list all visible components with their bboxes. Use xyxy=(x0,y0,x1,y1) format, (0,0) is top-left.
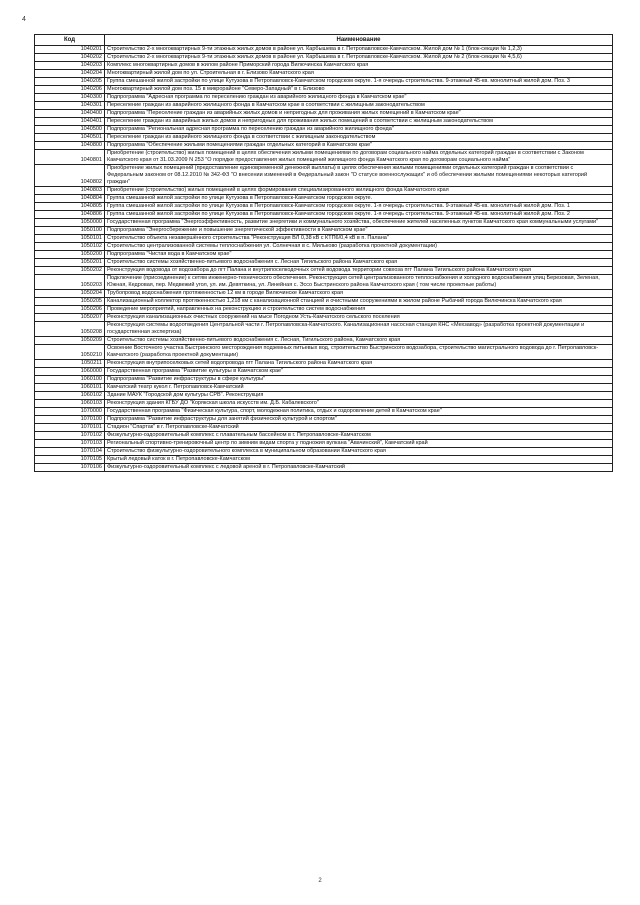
row-code: 1050000 xyxy=(35,219,105,227)
table-row xyxy=(35,368,613,376)
budget-code-table xyxy=(34,34,613,472)
table-row xyxy=(35,384,613,392)
row-code: 1060100 xyxy=(35,376,105,384)
row-code: 1070101 xyxy=(35,424,105,432)
row-code: 1070102 xyxy=(35,432,105,440)
row-name: Государственная программа "Развитие культуры в Камчатском крае" xyxy=(105,368,613,376)
row-code: 1070000 xyxy=(35,408,105,416)
table-row xyxy=(35,306,613,314)
row-code: 1070105 xyxy=(35,456,105,464)
row-name: Комплекс многоквартирных домов в жилом районе Приморский города Вилючинска Камчатского края xyxy=(105,62,613,70)
table-row xyxy=(35,376,613,384)
row-code: 1050200 xyxy=(35,251,105,259)
row-code: 1070104 xyxy=(35,448,105,456)
table-row xyxy=(35,134,613,142)
row-name: Переселение граждан из аварийных жилых домов и непригодных для проживания жилых помещений в соответствии с жилищным законодательством xyxy=(105,118,613,126)
row-code: 1060101 xyxy=(35,384,105,392)
row-code: 1060103 xyxy=(35,400,105,408)
row-name: Группа смешанной жилой застройки по улице Кутузова в Петропавловск-Камчатском городском округе. xyxy=(105,195,613,203)
row-name: Подпрограмма "Адресная программа по переселению граждан из аварийного жилищного фонда в Камчатском крае" xyxy=(105,94,613,102)
table-row xyxy=(35,219,613,227)
table-row xyxy=(35,416,613,424)
table-row xyxy=(35,62,613,70)
row-code: 1060000 xyxy=(35,368,105,376)
table-row xyxy=(35,432,613,440)
table-row xyxy=(35,70,613,78)
table-row xyxy=(35,165,613,187)
page-number: 2 xyxy=(318,878,322,884)
table-row xyxy=(35,290,613,298)
row-name: Группа смешанной жилой застройки по улице Кутузова в Петропавловск-Камчатском городском округе. 1-я очередь строительства. 9-этажный 45-кв. монолитный жилой дом. Поз. 3 xyxy=(105,78,613,86)
row-code: 1040206 xyxy=(35,86,105,94)
row-name: Физкультурно-оздоровительный комплекс с плавательным бассейном в г. Петропавловске-Камчатском xyxy=(105,432,613,440)
table-row xyxy=(35,424,613,432)
row-code: 1050102 xyxy=(35,243,105,251)
row-name: Строительство физкультурно-оздоровительного комплекса в муниципальном образовании Камчатского края xyxy=(105,448,613,456)
row-name: Реконструкция водовода от водозабора до пгт Палана и внутрипоселкодочных сетей водовода территории совхоза пгт Палана Тигильского района Камчатского края xyxy=(105,267,613,275)
table-row xyxy=(35,251,613,259)
row-name: Освоение Восточного участка Быстринского месторождения подземных питьевых вод, строительство Быстринского водозабора, строительство магистрального водовода до г. Петропавловск-Камчатского (разработка проектной документации) xyxy=(105,345,613,360)
row-name: Канализационный коллектор протяженностью 1,218 км с канализационной станцией и очистными сооружениями в жилом районе Рыбачий города Вилючинска Камчатского края xyxy=(105,298,613,306)
table-body xyxy=(35,46,613,472)
table-row xyxy=(35,46,613,54)
row-name: Приобретение (строительство) жилых помещений в целях формирования специализированного жилищного фонда Камчатского края xyxy=(105,187,613,195)
table-row xyxy=(35,337,613,345)
row-name: Подпрограмма "Развитие инфраструктуры для занятий физической культурой и спортом" xyxy=(105,416,613,424)
row-code: 1040300 xyxy=(35,94,105,102)
row-name: Переселение граждан из аварийного жилищного фонда в соответствии с жилищным законодательством xyxy=(105,134,613,142)
row-code: 1050208 xyxy=(35,322,105,337)
row-name: Группа смешанной жилой застройки по улице Кутузова в Петропавловск-Камчатском городском округе. 1-я очередь строительства. 9-этажный 45-кв. монолитный жилой дом. Поз. 2 xyxy=(105,211,613,219)
row-name: Подключение (присоединение) к сетям инженерно-технического обеспечения. Реконструкция сетей централизованного теплоснабжения и холодного водоснабжения улиц Березовая, Зеленая, Южная, Кедровая, пер. Медвежий угол, ул. им. Девяткина, ул. Линейная с. Эссо Быстринского района Камчатского края ( том числе проектные работы) xyxy=(105,275,613,290)
table-row xyxy=(35,298,613,306)
row-code: 1060102 xyxy=(35,392,105,400)
row-code: 1070103 xyxy=(35,440,105,448)
table-row xyxy=(35,400,613,408)
table-row xyxy=(35,211,613,219)
row-name: Строительство 2-х многоквартирных 9-ти этажных жилых домов в районе ул. Карбышева в г. Петропавловске-Камчатском. Жилой дом № 2 (блок-секции № 4,5,6) xyxy=(105,54,613,62)
row-code: 1040801 xyxy=(35,150,105,165)
row-code: 1050204 xyxy=(35,290,105,298)
row-code: 1040800 xyxy=(35,142,105,150)
row-code: 1050210 xyxy=(35,345,105,360)
row-code: 1070106 xyxy=(35,464,105,472)
table-row xyxy=(35,126,613,134)
code-column-header: Код xyxy=(35,35,105,46)
name-column-header: Наименование xyxy=(105,35,613,46)
row-name: Здание МАУК "Городской дом культуры СРВ". Реконструкция xyxy=(105,392,613,400)
table-row xyxy=(35,243,613,251)
row-code: 1040204 xyxy=(35,70,105,78)
row-name: Строительство системы хозяйственно-питьевого водоснабжения с. Лесная, Тигильского района, Камчатского края xyxy=(105,337,613,345)
row-name: Камчатский театр кукол г. Петропавловск-Камчатский xyxy=(105,384,613,392)
table-row xyxy=(35,408,613,416)
table-row xyxy=(35,142,613,150)
table-row xyxy=(35,235,613,243)
row-code: 1050203 xyxy=(35,275,105,290)
row-name: Многоквартирный жилой дом по ул. Строительная в г. Елизово Камчатского края xyxy=(105,70,613,78)
table-row xyxy=(35,322,613,337)
row-name: Подпрограмма "Переселение граждан из аварийных жилых домов и непригодных для проживания жилых помещений в Камчатском крае" xyxy=(105,110,613,118)
row-code: 1040803 xyxy=(35,187,105,195)
table-row xyxy=(35,345,613,360)
row-code: 1040401 xyxy=(35,118,105,126)
table-row xyxy=(35,78,613,86)
row-code: 1050207 xyxy=(35,314,105,322)
row-code: 1040301 xyxy=(35,102,105,110)
row-name: Государственная программа "Физическая культура, спорт, молодежная политика, отдых и оздоровление детей в Камчатском крае" xyxy=(105,408,613,416)
row-name: Строительство системы хозяйственно-питьевого водоснабжения с. Лесная Тигильского района Камчатского края xyxy=(105,259,613,267)
row-name: Реконструкция здания КГБУ ДО "Корякская школа искусств им. Д.Б. Кабалевского" xyxy=(105,400,613,408)
table-row xyxy=(35,110,613,118)
row-name: Строительство централизованной системы теплоснабжения ул. Солнечная в с. Мильково (разработка проектной документации) xyxy=(105,243,613,251)
row-code: 1070100 xyxy=(35,416,105,424)
row-name: Переселение граждан из аварийного жилищного фонда в Камчатском крае в соответствии с жилищным законодательством xyxy=(105,102,613,110)
table-row xyxy=(35,448,613,456)
row-code: 1040501 xyxy=(35,134,105,142)
row-code: 1050202 xyxy=(35,267,105,275)
table-header-row xyxy=(35,35,613,46)
row-name: Стадион "Спартак" в г. Петропавловске-Камчатский xyxy=(105,424,613,432)
table-row xyxy=(35,314,613,322)
row-name: Группа смешанной жилой застройки по улице Кутузова в Петропавловск-Камчатском городском округе. 1-я очередь строительства. 9-этажный 45-кв. монолитный жилой дом. Поз. 1 xyxy=(105,203,613,211)
row-code: 1040804 xyxy=(35,195,105,203)
table-row xyxy=(35,86,613,94)
table-row xyxy=(35,102,613,110)
row-name: Крытый ледовый каток в г. Петропавловске-Камчатском xyxy=(105,456,613,464)
table-row xyxy=(35,275,613,290)
row-name: Реконструкция системы водоотведения Центральной части г. Петропавловска-Камчатского. Канализационная насосная станция КНС «Мехзавод» (разработка проектной документации и государственная экспертиза) xyxy=(105,322,613,337)
row-code: 1040802 xyxy=(35,165,105,187)
table-row xyxy=(35,94,613,102)
table-row xyxy=(35,203,613,211)
table-row xyxy=(35,118,613,126)
table-row xyxy=(35,150,613,165)
row-code: 1040500 xyxy=(35,126,105,134)
row-code: 1050201 xyxy=(35,259,105,267)
row-code: 1050205 xyxy=(35,298,105,306)
row-name: Физкультурно-оздоровительный комплекс с ледовой ареной в г. Петропавловске-Камчатский xyxy=(105,464,613,472)
table-row xyxy=(35,259,613,267)
table-row xyxy=(35,440,613,448)
row-name: Подпрограмма "Энергосбережение и повышение энергетической эффективности в Камчатском крае" xyxy=(105,227,613,235)
row-name: Приобретение (строительство) жилых помещений в целях обеспечения жилыми помещениями по договорам социального найма отдельных категорий граждан в соответствии с Законом Камчатского края от 31.03.2009 N 253 "О порядке предоставления жилых помещений жилищного фонда Камчатского края по договорам социального найма" xyxy=(105,150,613,165)
row-code: 1040202 xyxy=(35,54,105,62)
row-code: 1040806 xyxy=(35,211,105,219)
row-code: 1040201 xyxy=(35,46,105,54)
table-row xyxy=(35,267,613,275)
row-code: 1050211 xyxy=(35,360,105,368)
row-name: Строительство 2-х многоквартирных 9-ти этажных жилых домов в районе ул. Карбышева в г. Петропавловске-Камчатском. Жилой дом № 1 (блок-секции № 1,2,3) xyxy=(105,46,613,54)
row-name: Подпрограмма "Чистая вода в Камчатском крае" xyxy=(105,251,613,259)
table-row xyxy=(35,54,613,62)
row-code: 1040805 xyxy=(35,203,105,211)
row-name: Подпрограмма "Региональная адресная программа по переселению граждан из аварийного жилищного фонда" xyxy=(105,126,613,134)
row-name: Многоквартирный жилой дом поз. 15 в микрорайоне "Северо-Западный" в г. Елизово xyxy=(105,86,613,94)
row-name: Приобретение жилых помещений (предоставление единовременной денежной выплаты) в целях обеспечения жилыми помещениями отдельных категорий граждан в соответствии с Федеральным законом от 08.12.2010 № 342-ФЗ "О внесении изменений в Федеральный закон "О статусе военнослужащих" и об обеспечении жилыми помещениями некоторых категорий граждан" xyxy=(105,165,613,187)
row-code: 1050100 xyxy=(35,227,105,235)
table-row xyxy=(35,464,613,472)
row-name: Государственная программа "Энергоэффективность, развитие энергетики и коммунального хозяйства, обеспечение жителей населенных пунктов Камчатского края коммунальными услугами" xyxy=(105,219,613,227)
row-code: 1050209 xyxy=(35,337,105,345)
row-code: 1040203 xyxy=(35,62,105,70)
table-row xyxy=(35,392,613,400)
corner-mark: 4 xyxy=(22,16,26,23)
row-code: 1050206 xyxy=(35,306,105,314)
table-row xyxy=(35,187,613,195)
row-code: 1050101 xyxy=(35,235,105,243)
row-name: Региональный спортивно-тренировочный центр по зимним видам спорта у подножия вулкана "Авачинский", Камчатский край xyxy=(105,440,613,448)
row-name: Трубопровод водоснабжения протяженностью 12 км в городе Вилючинске Камчатского края xyxy=(105,290,613,298)
row-code: 1040205 xyxy=(35,78,105,86)
row-name: Проведение мероприятий, направленных на реконструкцию и строительство систем водоснабжения xyxy=(105,306,613,314)
table-row xyxy=(35,456,613,464)
row-name: Подпрограмма "Обеспечение жилыми помещениями граждан отдельных категорий в Камчатском крае" xyxy=(105,142,613,150)
table-row xyxy=(35,360,613,368)
row-name: Подпрограмма "Развитие инфраструктуры в сфере культуры" xyxy=(105,376,613,384)
row-name: Реконструкция внутрипоселковых сетей водопровода пгт Палана Тигильского района Камчатского края xyxy=(105,360,613,368)
table-row xyxy=(35,195,613,203)
row-code: 1040400 xyxy=(35,110,105,118)
table-row xyxy=(35,227,613,235)
row-name: Строительство объекта незавершённого строительства "Реконструкция ВЛ 0,38 кВ с КТП6/0,4 кВ в п. Палана" xyxy=(105,235,613,243)
row-name: Реконструкция канализационных очистных сооружений на мысе Погодном Усть-Камчатского сельского поселения xyxy=(105,314,613,322)
